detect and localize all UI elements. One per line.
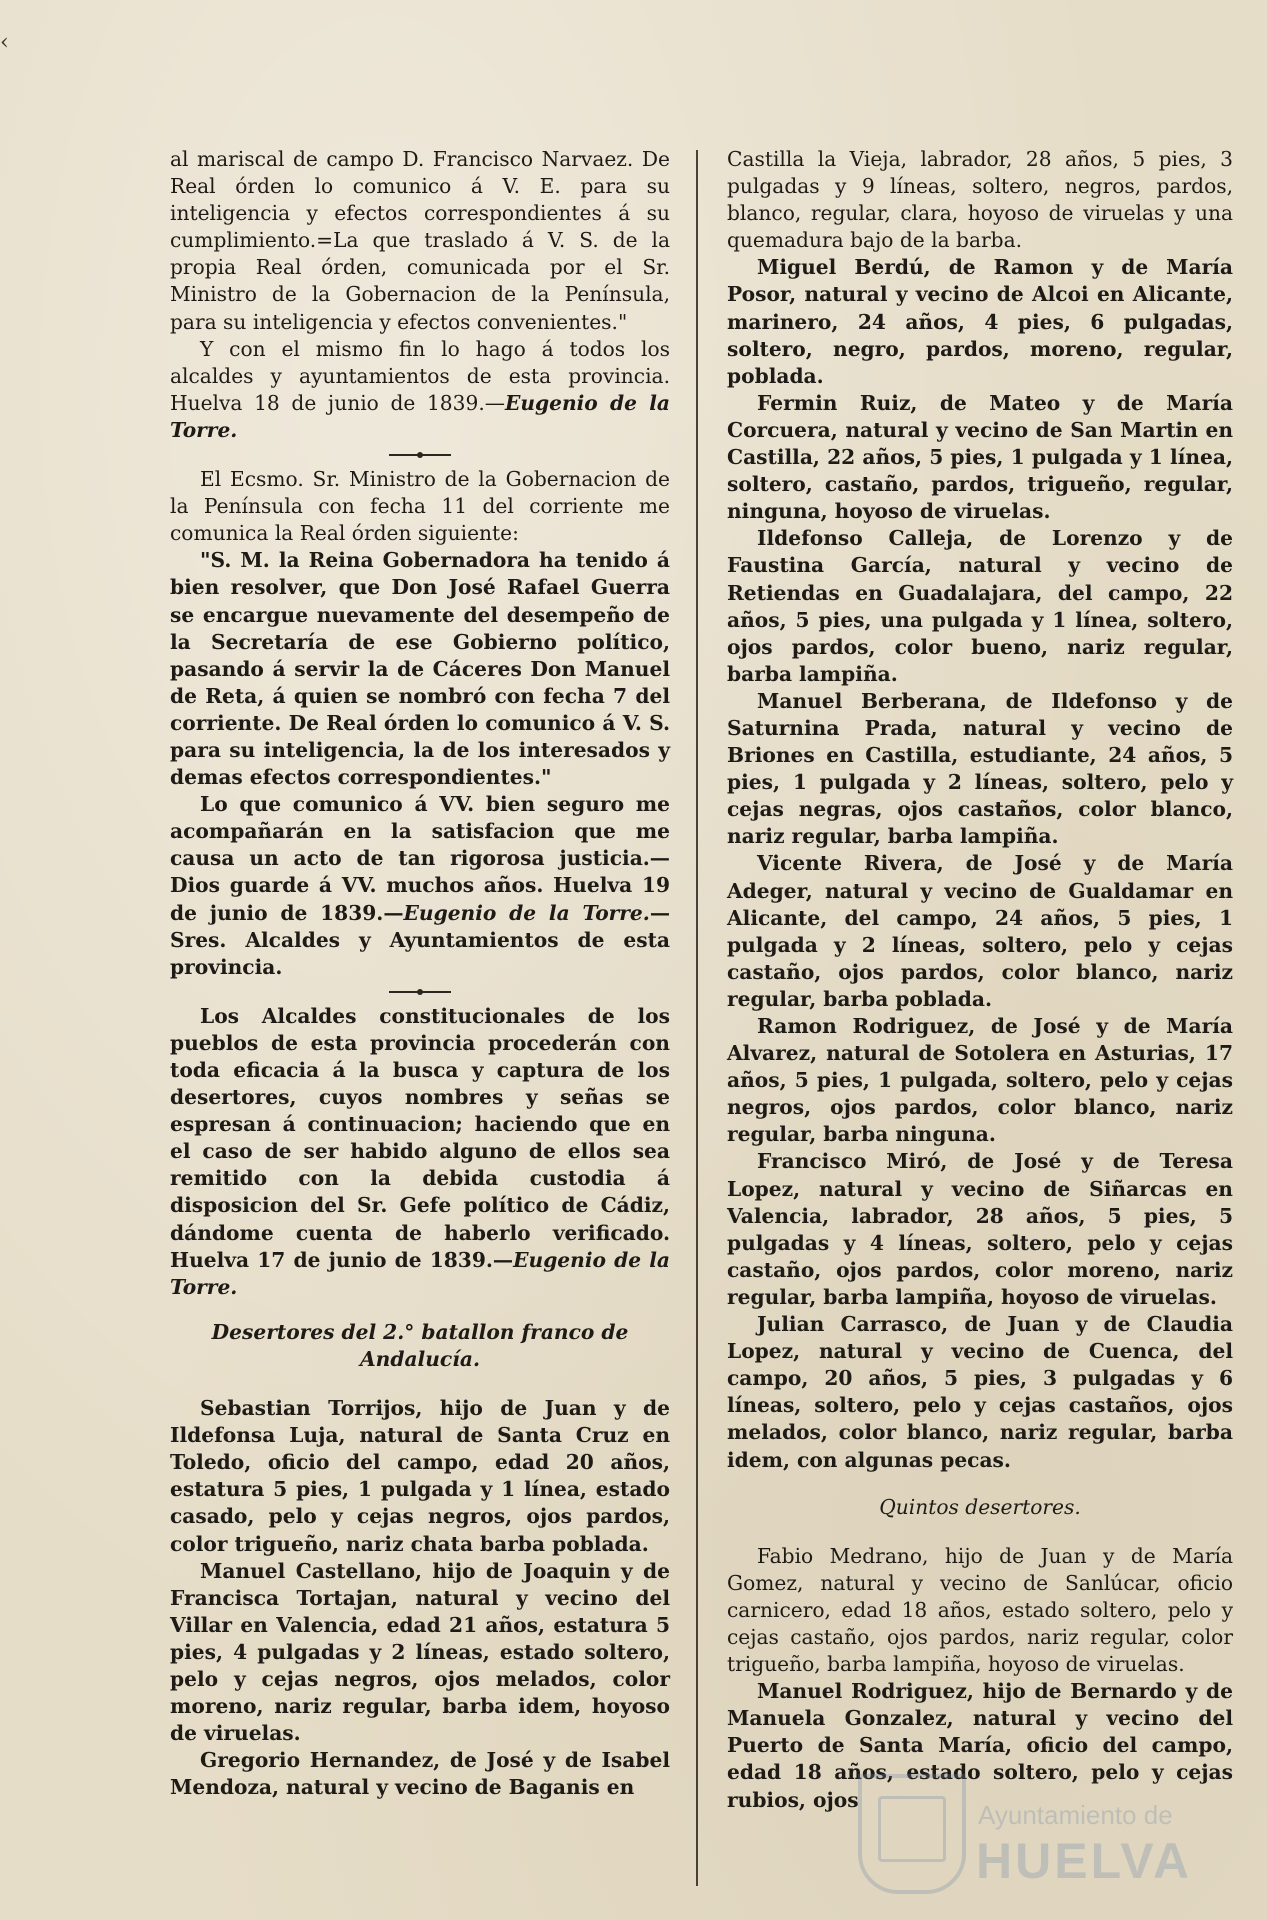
deserter-entry-continuation: Castilla la Vieja, labrador, 28 años, 5 pies, 3 pulgadas y 9 líneas, soltero, negros, pardos, blanco, regular, clara, hoyoso de viruelas y una quemadura bajo de la barba. <box>727 147 1233 253</box>
section-separator <box>389 991 451 993</box>
coat-of-arms-icon <box>858 1774 966 1894</box>
deserter-entry: Fermin Ruiz, de Mateo y de María Corcuera, natural y vecino de San Martin en Castilla, 22 años, 5 pies, 1 pulgada y 1 línea, soltero, castaño, pardos, trigueño, regular, ninguna, hoyoso de viruelas. <box>727 390 1233 524</box>
deserter-entry: Miguel Berdú, de Ramon y de María Posor, natural y vecino de Alcoi en Alicante, marinero, 24 años, 4 pies, 6 pulgadas, soltero, negro, pardos, moreno, regular, poblada. <box>727 255 1233 388</box>
deserter-entry: Julian Carrasco, de Juan y de Claudia Lopez, natural y vecino de Cuenca, del campo, 20 años, 5 pies, 3 pulgadas y 6 líneas, soltero, pelo y cejas castaños, ojos melados, color blanco, nariz regular, barba idem, con algunas pecas. <box>727 1312 1233 1472</box>
deserter-entry: Vicente Rivera, de José y de María Adeger, natural y vecino de Gualdamar en Alicante, del campo, 24 años, 5 pies, 1 pulgada y 2 líneas, soltero, pelo y cejas castaño, ojos pardos, color blanco, nariz regular, barba poblada. <box>727 851 1233 1011</box>
deserter-entry: Sebastian Torrijos, hijo de Juan y de Ildefonsa Luja, natural de Santa Cruz en Toledo, oficio del campo, edad 20 años, estatura 5 pies, 1 pulgada y 1 línea, estado casado, pelo y cejas negros, ojos pardos, color trigueño, nariz chata barba poblada. <box>170 1396 670 1556</box>
section-separator <box>389 454 451 456</box>
section-heading: Quintos desertores. <box>879 1494 1081 1519</box>
signature: Eugenio de la Torre. <box>170 1247 671 1299</box>
corner-mark: ‹ <box>0 30 9 55</box>
deserter-entry: Manuel Rodriguez, hijo de Bernardo y de Manuela Gonzalez, natural y vecino del Puerto de Santa María, oficio del campo, edad 18 años, estado soltero, pelo y cejas rubios, ojos <box>727 1679 1233 1812</box>
deserter-entry: Manuel Berberana, de Ildefonso y de Saturnina Prada, natural y vecino de Briones en Castilla, estudiante, 24 años, 5 pies, 1 pulgada y 2 líneas, soltero, pelo y cejas negras, ojos castaños, color blanco, nariz regular, barba lampiña. <box>727 688 1233 849</box>
right-column <box>727 146 1233 1814</box>
deserter-entry: Ramon Rodriguez, de José y de María Alvarez, natural de Sotolera en Asturias, 17 años, 5 pies, 1 pulgada, soltero, pelo y cejas negros, ojos pardos, color blanco, nariz regular, barba ninguna. <box>727 1014 1233 1147</box>
deserter-entry: Francisco Miró, de José y de Teresa Lopez, natural y vecino de Siñarcas en Valencia, labrador, 28 años, 5 pies, 5 pulgadas y 4 líneas, soltero, pelo y cejas castaño, ojos pardos, color moreno, nariz regular, barba lampiña, hoyoso de viruelas. <box>727 1149 1233 1309</box>
paragraph-deserters-notice: Los Alcaldes constitucionales de los pueblos de esta provincia procederán con toda eficacia á la busca y captura de los desertores, cuyos nombres y señas se espresan á continuacion; haciendo que en el caso de ser habido alguno de ellos sea remitido con la debida custodia á disposicion del Sr. Gefe político de Cádiz, dándome cuenta de haberlo verificado. Huelva 17 de junio de 1839.—Eugenio de la Torre. <box>170 1003 671 1299</box>
paragraph-order: Y con el mismo fin lo hago á todos los alcaldes y ayuntamientos de esta provincia. Huelva 18 de junio de 1839.—Eugenio de la Torre. <box>170 336 670 442</box>
deserter-entry: Manuel Castellano, hijo de Joaquin y de Francisca Tortajan, natural y vecino del Villar en Valencia, edad 21 años, estatura 5 pies, 4 pulgadas y 2 líneas, estado soltero, pelo y cejas negros, ojos melados, color moreno, nariz regular, barba idem, hoyoso de viruelas. <box>170 1558 670 1746</box>
watermark-line1: Ayuntamiento de <box>978 1800 1173 1830</box>
paragraph-minister: El Ecsmo. Sr. Ministro de la Gobernacion de la Península con fecha 11 del corriente me comunica la Real órden siguiente: <box>170 467 670 546</box>
signature: Eugenio de la Torre. <box>403 900 650 925</box>
section-heading: Desertores del 2.° batallon franco de Andalucía. <box>211 1319 629 1371</box>
deserter-entry: Gregorio Hernandez, de José y de Isabel Mendoza, natural y vecino de Baganis en <box>170 1748 670 1800</box>
deserter-entry: Fabio Medrano, hijo de Juan y de María Gomez, natural y vecino de Sanlúcar, oficio carnicero, edad 18 años, estado soltero, pelo y cejas castaño, ojos pardos, nariz regular, color trigueño, barba lampiña, hoyoso de viruelas. <box>727 1543 1233 1677</box>
paragraph-continuation: al mariscal de campo D. Francisco Narvaez. De Real órden lo comunico á V. E. para su inteligencia y efectos correspondientes á su cumplimiento.=La que traslado á V. S. de la propia Real órden, comunicada por el Sr. Ministro de la Gobernacion de la Península, para su inteligencia y efectos convenientes." <box>170 147 670 334</box>
paragraph-communication: Lo que comunico á VV. bien seguro me acompañarán en la satisfacion que me causa un acto de tan rigorosa justicia.—Dios guarde á VV. muchos años. Huelva 19 de junio de 1839.—Eugenio de la Torre.—Sres. Alcaldes y Ayuntamientos de esta provincia. <box>170 792 670 979</box>
column-divider <box>696 150 698 1886</box>
watermark-line2: HUELVA <box>976 1833 1193 1889</box>
deserter-entry: Ildefonso Calleja, de Lorenzo y de Faustina García, natural y vecino de Retiendas en Guadalajara, del campo, 22 años, 5 pies, una pulgada y 1 línea, soltero, ojos pardos, color bueno, nariz regular, barba lampiña. <box>727 526 1233 686</box>
paragraph-royal-order: "S. M. la Reina Gobernadora ha tenido á bien resolver, que Don José Rafael Guerra se encargue nuevamente del desempeño de la Secretaría de ese Gobierno político, pasando á servir la de Cáceres Don Manuel de Reta, á quien se nombró con fecha 7 del corriente. De Real órden lo comunico á V. S. para su inteligencia, la de los interesados y demas efectos correspondientes." <box>170 548 670 790</box>
left-column <box>170 146 670 1801</box>
signature: Eugenio de la Torre. <box>170 390 670 442</box>
archive-watermark <box>858 1760 1218 1900</box>
